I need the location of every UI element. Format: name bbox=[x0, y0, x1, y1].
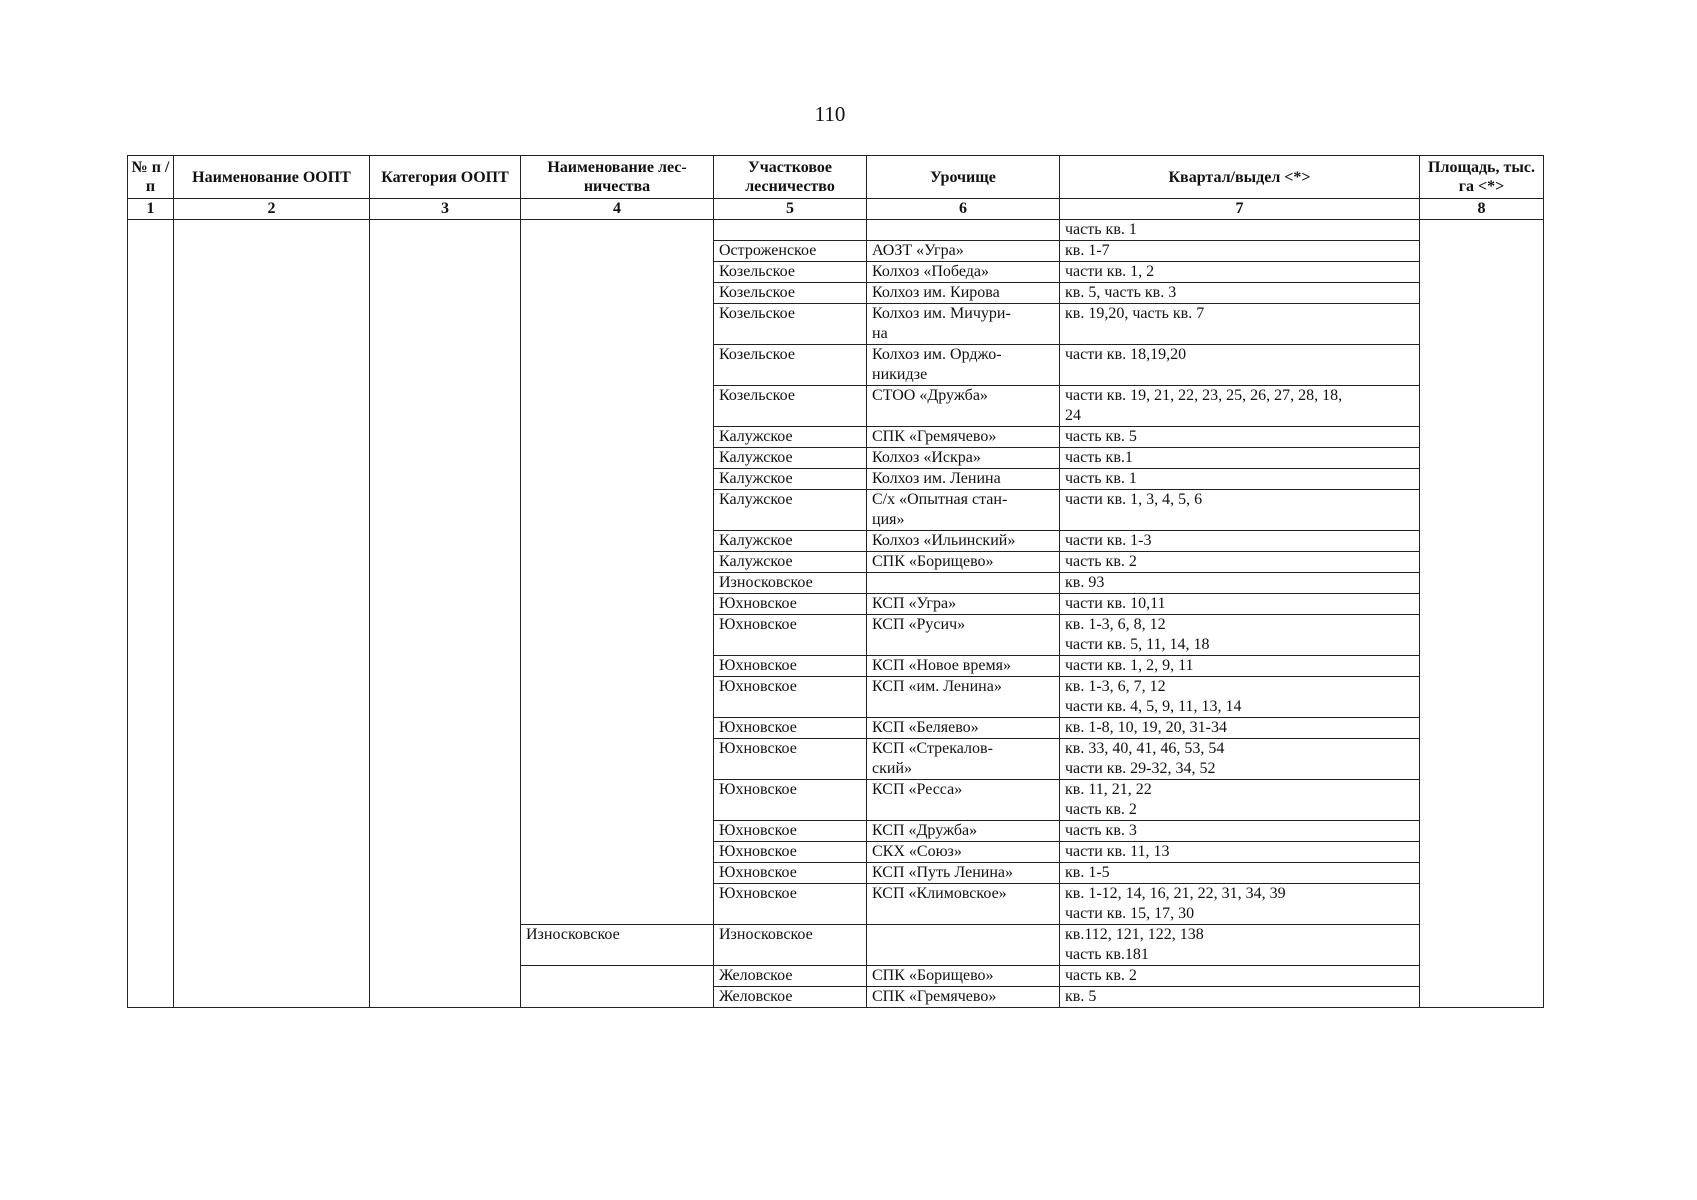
district-cell: Износковское bbox=[714, 573, 867, 594]
district-cell: Износковское bbox=[714, 925, 867, 966]
district-cell: Козельское bbox=[714, 386, 867, 427]
header-cell: Категория ООПТ bbox=[370, 156, 521, 199]
tract-cell: Колхоз им. Кирова bbox=[867, 283, 1060, 304]
area-cell bbox=[1420, 220, 1544, 1008]
district-cell: Козельское bbox=[714, 345, 867, 386]
oopt-category-cell bbox=[370, 220, 521, 1008]
block-cell: части кв. 1, 2, 9, 11 bbox=[1060, 656, 1420, 677]
tract-cell: СПК «Гремячево» bbox=[867, 427, 1060, 448]
tract-cell: Колхоз им. Ленина bbox=[867, 469, 1060, 490]
tract-cell: Колхоз им. Мичури- на bbox=[867, 304, 1060, 345]
tract-cell: С/х «Опытная стан- ция» bbox=[867, 490, 1060, 531]
block-cell: кв.112, 121, 122, 138 часть кв.181 bbox=[1060, 925, 1420, 966]
tract-cell: КСП «Путь Ленина» bbox=[867, 863, 1060, 884]
block-cell: часть кв. 5 bbox=[1060, 427, 1420, 448]
tract-cell: АОЗТ «Угра» bbox=[867, 241, 1060, 262]
column-number: 8 bbox=[1420, 199, 1544, 220]
tract-cell: СТОО «Дружба» bbox=[867, 386, 1060, 427]
block-cell: кв. 93 bbox=[1060, 573, 1420, 594]
tract-cell: СПК «Борищево» bbox=[867, 966, 1060, 987]
header-cell: № п /п bbox=[128, 156, 174, 199]
block-cell: части кв. 1, 2 bbox=[1060, 262, 1420, 283]
forestry-name-cell: Износковское bbox=[521, 925, 714, 966]
district-cell bbox=[714, 220, 867, 241]
tract-cell: КСП «Беляево» bbox=[867, 718, 1060, 739]
block-cell: части кв. 18,19,20 bbox=[1060, 345, 1420, 386]
district-cell: Козельское bbox=[714, 262, 867, 283]
district-cell: Юхновское bbox=[714, 656, 867, 677]
tract-cell: СКХ «Союз» bbox=[867, 842, 1060, 863]
district-cell: Остроженское bbox=[714, 241, 867, 262]
block-cell: кв. 1-7 bbox=[1060, 241, 1420, 262]
header-cell: Наименование ООПТ bbox=[174, 156, 370, 199]
block-cell: часть кв. 3 bbox=[1060, 821, 1420, 842]
tract-cell: КСП «Дружба» bbox=[867, 821, 1060, 842]
tract-cell bbox=[867, 220, 1060, 241]
tract-cell: Колхоз «Ильинский» bbox=[867, 531, 1060, 552]
item-number-cell bbox=[128, 220, 174, 1008]
district-cell: Желовское bbox=[714, 966, 867, 987]
tract-cell: КСП «Угра» bbox=[867, 594, 1060, 615]
tract-cell bbox=[867, 573, 1060, 594]
tract-cell: Колхоз «Победа» bbox=[867, 262, 1060, 283]
registry-table bbox=[127, 155, 1544, 1008]
tract-cell: СПК «Борищево» bbox=[867, 552, 1060, 573]
header-cell: Квартал/выдел <*> bbox=[1060, 156, 1420, 199]
forestry-cell bbox=[521, 220, 714, 925]
block-cell: части кв. 1, 3, 4, 5, 6 bbox=[1060, 490, 1420, 531]
block-cell: кв. 5 bbox=[1060, 987, 1420, 1008]
table-header-row bbox=[128, 156, 1544, 199]
header-cell: Урочище bbox=[867, 156, 1060, 199]
column-number: 1 bbox=[128, 199, 174, 220]
tract-cell: КСП «Ресса» bbox=[867, 780, 1060, 821]
tract-cell: КСП «Русич» bbox=[867, 615, 1060, 656]
forestry-cell bbox=[521, 966, 714, 1008]
column-number: 5 bbox=[714, 199, 867, 220]
block-cell: часть кв. 1 bbox=[1060, 220, 1420, 241]
district-cell: Козельское bbox=[714, 304, 867, 345]
table-body bbox=[128, 220, 1544, 1008]
district-cell: Юхновское bbox=[714, 718, 867, 739]
block-cell: кв. 1-12, 14, 16, 21, 22, 31, 34, 39 части кв. 15, 17, 30 bbox=[1060, 884, 1420, 925]
tract-cell: КСП «Новое время» bbox=[867, 656, 1060, 677]
tract-cell: СПК «Гремячево» bbox=[867, 987, 1060, 1008]
block-cell: часть кв. 1 bbox=[1060, 469, 1420, 490]
district-cell: Юхновское bbox=[714, 821, 867, 842]
column-number: 3 bbox=[370, 199, 521, 220]
block-cell: кв. 1-3, 6, 8, 12 части кв. 5, 11, 14, 18 bbox=[1060, 615, 1420, 656]
column-number: 4 bbox=[521, 199, 714, 220]
district-cell: Юхновское bbox=[714, 884, 867, 925]
block-cell: кв. 33, 40, 41, 46, 53, 54 части кв. 29-32, 34, 52 bbox=[1060, 739, 1420, 780]
block-cell: часть кв.1 bbox=[1060, 448, 1420, 469]
table-row bbox=[128, 220, 1544, 241]
block-cell: кв. 11, 21, 22 часть кв. 2 bbox=[1060, 780, 1420, 821]
tract-cell: Колхоз им. Орджо- никидзе bbox=[867, 345, 1060, 386]
oopt-name-cell bbox=[174, 220, 370, 1008]
block-cell: части кв. 1-3 bbox=[1060, 531, 1420, 552]
district-cell: Юхновское bbox=[714, 863, 867, 884]
column-number: 7 bbox=[1060, 199, 1420, 220]
district-cell: Юхновское bbox=[714, 739, 867, 780]
tract-cell: Колхоз «Искра» bbox=[867, 448, 1060, 469]
block-cell: части кв. 19, 21, 22, 23, 25, 26, 27, 28, 18, 24 bbox=[1060, 386, 1420, 427]
district-cell: Юхновское bbox=[714, 615, 867, 656]
tract-cell bbox=[867, 925, 1060, 966]
district-cell: Калужское bbox=[714, 531, 867, 552]
block-cell: части кв. 11, 13 bbox=[1060, 842, 1420, 863]
block-cell: кв. 5, часть кв. 3 bbox=[1060, 283, 1420, 304]
district-cell: Юхновское bbox=[714, 842, 867, 863]
page-number: 110 bbox=[814, 102, 846, 126]
tract-cell: КСП «им. Ленина» bbox=[867, 677, 1060, 718]
district-cell: Козельское bbox=[714, 283, 867, 304]
tract-cell: КСП «Климовское» bbox=[867, 884, 1060, 925]
header-cell: Площадь, тыс. га <*> bbox=[1420, 156, 1544, 199]
district-cell: Калужское bbox=[714, 552, 867, 573]
column-number: 6 bbox=[867, 199, 1060, 220]
header-cell: Наименование лес-ничества bbox=[521, 156, 714, 199]
block-cell: часть кв. 2 bbox=[1060, 966, 1420, 987]
block-cell: кв. 1-3, 6, 7, 12 части кв. 4, 5, 9, 11, 13, 14 bbox=[1060, 677, 1420, 718]
district-cell: Юхновское bbox=[714, 594, 867, 615]
district-cell: Калужское bbox=[714, 490, 867, 531]
block-cell: кв. 1-8, 10, 19, 20, 31-34 bbox=[1060, 718, 1420, 739]
block-cell: кв. 19,20, часть кв. 7 bbox=[1060, 304, 1420, 345]
district-cell: Калужское bbox=[714, 469, 867, 490]
block-cell: части кв. 10,11 bbox=[1060, 594, 1420, 615]
column-number: 2 bbox=[174, 199, 370, 220]
tract-cell: КСП «Стрекалов- ский» bbox=[867, 739, 1060, 780]
column-number-row bbox=[128, 199, 1544, 220]
header-cell: Участковое лесничество bbox=[714, 156, 867, 199]
block-cell: часть кв. 2 bbox=[1060, 552, 1420, 573]
block-cell: кв. 1-5 bbox=[1060, 863, 1420, 884]
district-cell: Калужское bbox=[714, 427, 867, 448]
district-cell: Желовское bbox=[714, 987, 867, 1008]
district-cell: Юхновское bbox=[714, 780, 867, 821]
district-cell: Юхновское bbox=[714, 677, 867, 718]
district-cell: Калужское bbox=[714, 448, 867, 469]
